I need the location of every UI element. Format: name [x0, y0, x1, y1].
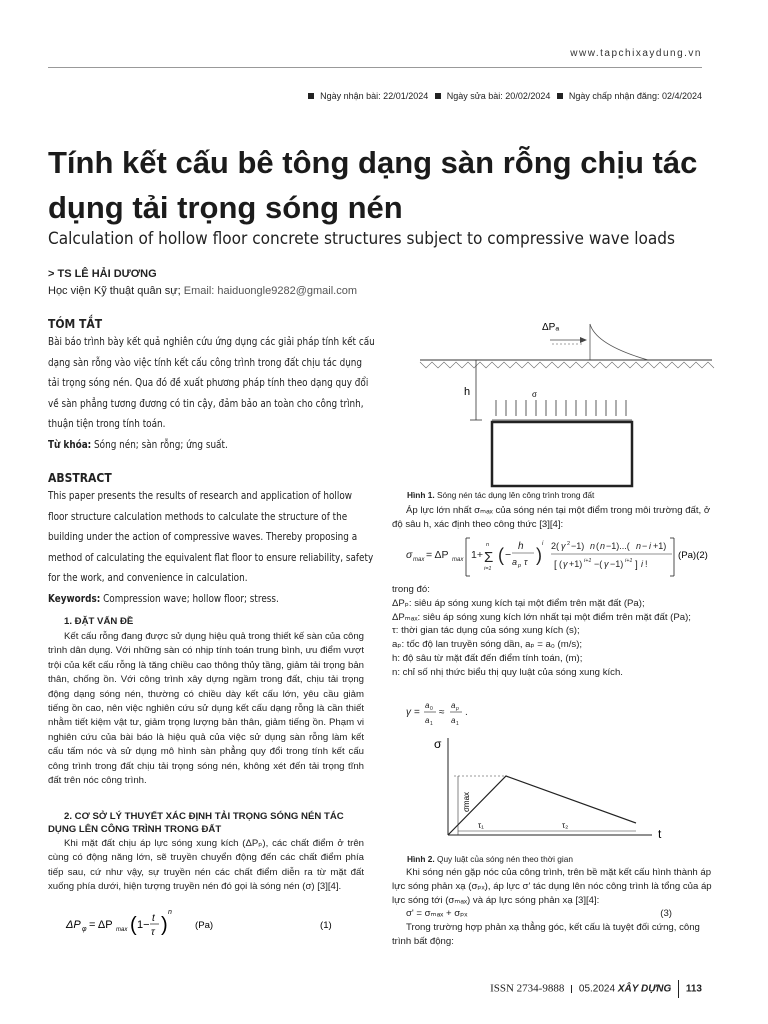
fig2-axis-sigma: σ	[434, 737, 442, 751]
section1-heading: 1. ĐẶT VẤN ĐỀ	[64, 616, 134, 627]
abstract-vi	[48, 332, 375, 456]
where-label: trong đó:	[392, 584, 430, 595]
svg-text:1: 1	[456, 721, 459, 727]
svg-text:1: 1	[430, 721, 433, 727]
svg-text:γ: γ	[406, 707, 411, 718]
svg-text:−1): −1)	[610, 559, 624, 569]
fig1-soil-hatch	[420, 362, 714, 368]
svg-text:γ: γ	[561, 541, 566, 551]
def-ap: aₚ: tốc độ lan truyền sóng dần, aₚ = a₀ (m/s);	[392, 639, 583, 651]
author-name: > TS LÊ HẢI DƯƠNG	[48, 268, 157, 280]
fig2-axis-t: t	[658, 827, 662, 838]
section1-body	[48, 630, 364, 788]
figure-2	[420, 730, 680, 838]
svg-text:=: =	[414, 707, 420, 718]
svg-text:2(: 2(	[551, 541, 560, 551]
eq1-unit: (Pa)	[195, 920, 214, 931]
abstract-en-text: This paper presents the results of research and application of hollow floor structure calculation methods to calculate the structure of the building under the action of compressive waves. Thereby proposing a method of calculating the equivalent flat floor to ensure reliability, safety for the work, and convenience in calculation.	[48, 490, 374, 585]
svg-text:γ: γ	[604, 559, 609, 569]
svg-text:≈: ≈	[439, 707, 445, 718]
svg-text:n: n	[600, 541, 606, 551]
svg-text:n: n	[168, 909, 172, 916]
svg-text:i=1: i=1	[484, 566, 492, 572]
fig2-tau1-label: τ₁	[478, 821, 484, 830]
svg-text:1+: 1+	[471, 549, 483, 561]
svg-text:p: p	[456, 706, 459, 712]
bullet-square-icon	[308, 93, 314, 99]
svg-text:n: n	[486, 542, 490, 548]
gamma-formula	[406, 696, 526, 730]
affiliation-text: Học viện Kỹ thuật quân sự;	[48, 285, 181, 297]
abstract-en-kw-label: Keywords:	[48, 592, 101, 605]
footer-issue: 05.2024	[578, 983, 616, 995]
svg-text:!: !	[645, 559, 648, 569]
svg-text:max: max	[413, 557, 425, 563]
abstract-en-keywords: Compression wave; hollow floor; stress.	[103, 592, 279, 605]
def-n: n: chỉ số nhị thức biểu thị quy luật của sóng xung kích.	[392, 666, 623, 678]
svg-text:a: a	[425, 716, 430, 725]
eq1-number: (1)	[320, 920, 332, 931]
right-col-bottom	[392, 866, 712, 949]
svg-text:1−: 1−	[137, 919, 150, 931]
abstract-vi-heading: TÓM TẮT	[48, 317, 103, 331]
svg-text:a: a	[451, 716, 456, 725]
svg-text:i+1: i+1	[584, 558, 592, 564]
svg-text:i: i	[649, 541, 651, 551]
svg-text:p: p	[518, 563, 522, 569]
eq3-text: σ' = σₘₐₓ + σₚₓ	[406, 908, 468, 920]
svg-text:a: a	[425, 701, 430, 710]
svg-text:= ΔP: = ΔP	[89, 919, 113, 931]
svg-text:.: .	[465, 707, 468, 718]
svg-text:]: ]	[635, 560, 638, 571]
figure-1	[400, 310, 720, 488]
figure-1-caption	[407, 490, 594, 500]
svg-text:h: h	[518, 541, 524, 552]
date-accepted: Ngày chấp nhận đăng: 02/4/2024	[568, 91, 702, 101]
svg-text:): )	[161, 914, 168, 936]
right-para-2: Khi sóng nén gặp nóc của công trình, trên bề mặt kết cấu hình thành áp lực sóng phản xạ (σₚₓ), áp lực σ' tác dụng lên nóc công trình là tổng của áp lực sóng tới (σₘₐₓ) và áp lực sóng phản xạ [3][4]:	[392, 867, 712, 906]
fig1-caption-text: Sóng nén tác dụng lên công trình trong đất	[436, 490, 595, 500]
right-para-1: Áp lực lớn nhất σₘₐₓ của sóng nén tại một điểm trong môi trường đất, ở độ sâu h, xác định theo công thức [3][4]:	[392, 505, 711, 530]
abstract-en-heading: ABSTRACT	[48, 471, 112, 485]
svg-text:): )	[536, 545, 542, 565]
footer-page-number: 113	[685, 983, 702, 995]
fig2-tau2-label: τ₂	[562, 821, 569, 830]
svg-text:a: a	[451, 701, 456, 710]
article-title: Tính kết cấu bê tông dạng sàn rỗng chịu tác dụng tải trọng sóng nén	[48, 145, 698, 225]
footer-magazine: XÂY DỰNG	[617, 983, 672, 995]
article-subtitle: Calculation of hollow floor concrete structures subject to compressive wave loads	[48, 229, 675, 248]
svg-text:n: n	[636, 541, 642, 551]
footer-issn: ISSN 2734-9888	[490, 982, 565, 995]
svg-text:−(: −(	[594, 559, 603, 569]
svg-text:n: n	[590, 541, 596, 551]
svg-text:t: t	[152, 913, 155, 924]
right-definitions	[392, 583, 712, 680]
footer-bar	[678, 980, 679, 998]
svg-text:τ: τ	[151, 927, 155, 938]
fig1-structure-box	[492, 422, 632, 486]
svg-text:−: −	[642, 541, 648, 551]
def-dp: ΔPₚ: siêu áp sóng xung kích tại một điểm trên mặt đất (Pa);	[392, 597, 645, 609]
fig1-wave-curve	[590, 324, 648, 360]
author-email[interactable]: Email: haiduongle9282@gmail.com	[183, 285, 357, 297]
svg-text:(: (	[130, 914, 137, 936]
equation-2	[406, 534, 722, 578]
author-affiliation	[48, 285, 357, 297]
fig2-caption-label: Hình 2.	[407, 854, 435, 864]
bullet-square-icon	[435, 93, 441, 99]
svg-text:φ: φ	[82, 926, 87, 933]
svg-text:ΔP: ΔP	[66, 919, 81, 931]
svg-text:+1): +1)	[569, 559, 583, 569]
fig1-sigma-label: σ	[532, 390, 537, 399]
date-received: Ngày nhận bài: 22/01/2024	[320, 91, 429, 101]
svg-text:i: i	[641, 559, 643, 569]
fig2-pressure-curve	[448, 776, 636, 835]
date-revised: Ngày sửa bài: 20/02/2024	[446, 91, 551, 101]
eq2-unit: (Pa)(2)	[678, 550, 708, 561]
svg-text:−1)...(: −1)...(	[606, 541, 630, 551]
svg-text:0: 0	[430, 706, 433, 712]
svg-text:max: max	[452, 557, 464, 563]
fig1-h-label: h	[464, 386, 471, 398]
svg-text:2: 2	[567, 541, 571, 547]
fig1-caption-label: Hình 1.	[407, 490, 435, 500]
def-tau: τ: thời gian tác dụng của sóng xung kích (s);	[392, 625, 580, 637]
svg-text:γ: γ	[563, 559, 568, 569]
svg-text:−1): −1)	[571, 541, 585, 551]
equation-3	[392, 907, 712, 921]
page-footer	[490, 980, 702, 998]
eq3-number: (3)	[660, 908, 672, 920]
abstract-vi-keywords: Sóng nén; sàn rỗng; ứng suất.	[94, 438, 228, 451]
def-h: h: độ sâu từ mặt đất đến điểm tính toán, (m);	[392, 652, 583, 664]
section1-text: Kết cấu rỗng đang được sử dụng hiệu quả trong thiết kế sàn của công trình dân dụng. Với những sàn có nhịp tính toán trung bình, ưu điểm vượt trội của kết cấu rỗng là tăng chiều cao thông thủy tầng, giảm tải trọng bản thân, chống ồn. Với công trình xây dựng ngầm trong đất, chịu tải trọng động dạng sóng nén, thường có chiều dày kết cấu lớn, yêu cầu giảm tiếng ồn cao, nên việc nghiên cứu sử dụng kết cấu dạng rỗng là cần thiết nhằm tiết kiệm vật tư, giảm trọng lượng bản thân, giảm tiếng ồn. Phạm vi nghiên cứu của bài báo là hiệu quả của việc sử dụng sàn rỗng làm kết cấu tấm nóc và sử dụng mô hình sàn phẳng quy đổi trong tính kết cấu công trình trong đất chịu tải trọng sóng nén, không xét đến tải trọng tĩnh đất trên nóc công trình.	[48, 631, 364, 787]
fig1-dp-label: ΔPₐ	[542, 322, 560, 333]
site-url[interactable]: www.tapchixaydung.vn	[570, 48, 702, 59]
def-dpmax: ΔPₘₐₓ: siêu áp sóng xung kích lớn nhất tại một điểm trên mặt đất (Pa);	[392, 611, 691, 623]
svg-text:(: (	[559, 559, 562, 569]
svg-text:Σ: Σ	[484, 549, 494, 566]
abstract-en	[48, 486, 375, 610]
svg-text:a: a	[512, 557, 518, 567]
figure-2-caption	[407, 854, 573, 864]
svg-text:= ΔP: = ΔP	[426, 549, 449, 561]
svg-text:(: (	[596, 541, 599, 551]
bullet-square-icon	[557, 93, 563, 99]
section2-text: Khi mặt đất chịu áp lực sóng xung kích (ΔPₚ), các chất điểm ở trên cùng có động năng lớn, sẽ truyền chuyển động đến các chất điểm phía tiếp sau, cứ như vậy, sự truyền nén các chất điểm diễn ra từ mặt đất xuống phía dưới, hiện tượng truyền nén đó gọi là sóng nén (σ) [3][4].	[48, 838, 364, 893]
section2-heading: 2. CƠ SỞ LÝ THUYẾT XÁC ĐỊNH TẢI TRỌNG SÓNG NÉN TÁC DỤNG LÊN CÔNG TRÌNH TRONG ĐẤT	[48, 811, 344, 835]
svg-text:+1): +1)	[653, 541, 667, 551]
fig2-caption-text: Quy luật của sóng nén theo thời gian	[436, 854, 573, 864]
right-para-3: Trong trường hợp phản xạ thẳng góc, kết cấu là tuyệt đối cứng, công trình bất động:	[392, 922, 700, 947]
right-col-top	[392, 504, 712, 532]
svg-text:[: [	[554, 560, 557, 571]
svg-text:τ: τ	[524, 557, 528, 567]
svg-text:−: −	[505, 549, 512, 561]
svg-text:i+1: i+1	[625, 558, 633, 564]
abstract-vi-text: Bài báo trình bày kết quả nghiên cứu ứng dụng các giải pháp tính kết cấu dạng sàn rỗng vào việc tính kết cấu công trình trong đất chịu tác dụng tải trọng sóng nén. Qua đó đề xuất phương pháp tính theo dạng quy đổi về sàn phẳng tương đương có tin cậy, đảm bảo an toàn cho công trình, thuận tiện trong tính toán.	[48, 336, 375, 431]
section2-body	[48, 837, 364, 895]
svg-text:i: i	[542, 541, 544, 547]
header-rule	[48, 67, 702, 68]
article-dates	[304, 91, 702, 101]
fig1-load-arrows	[496, 400, 626, 416]
footer-divider	[571, 985, 572, 993]
svg-text:max: max	[116, 927, 128, 933]
fig2-smax-label: σmax	[462, 791, 471, 812]
svg-text:(: (	[498, 545, 504, 565]
svg-text:σ: σ	[406, 549, 413, 561]
equation-1	[64, 906, 364, 946]
abstract-vi-kw-label: Từ khóa:	[48, 438, 92, 451]
